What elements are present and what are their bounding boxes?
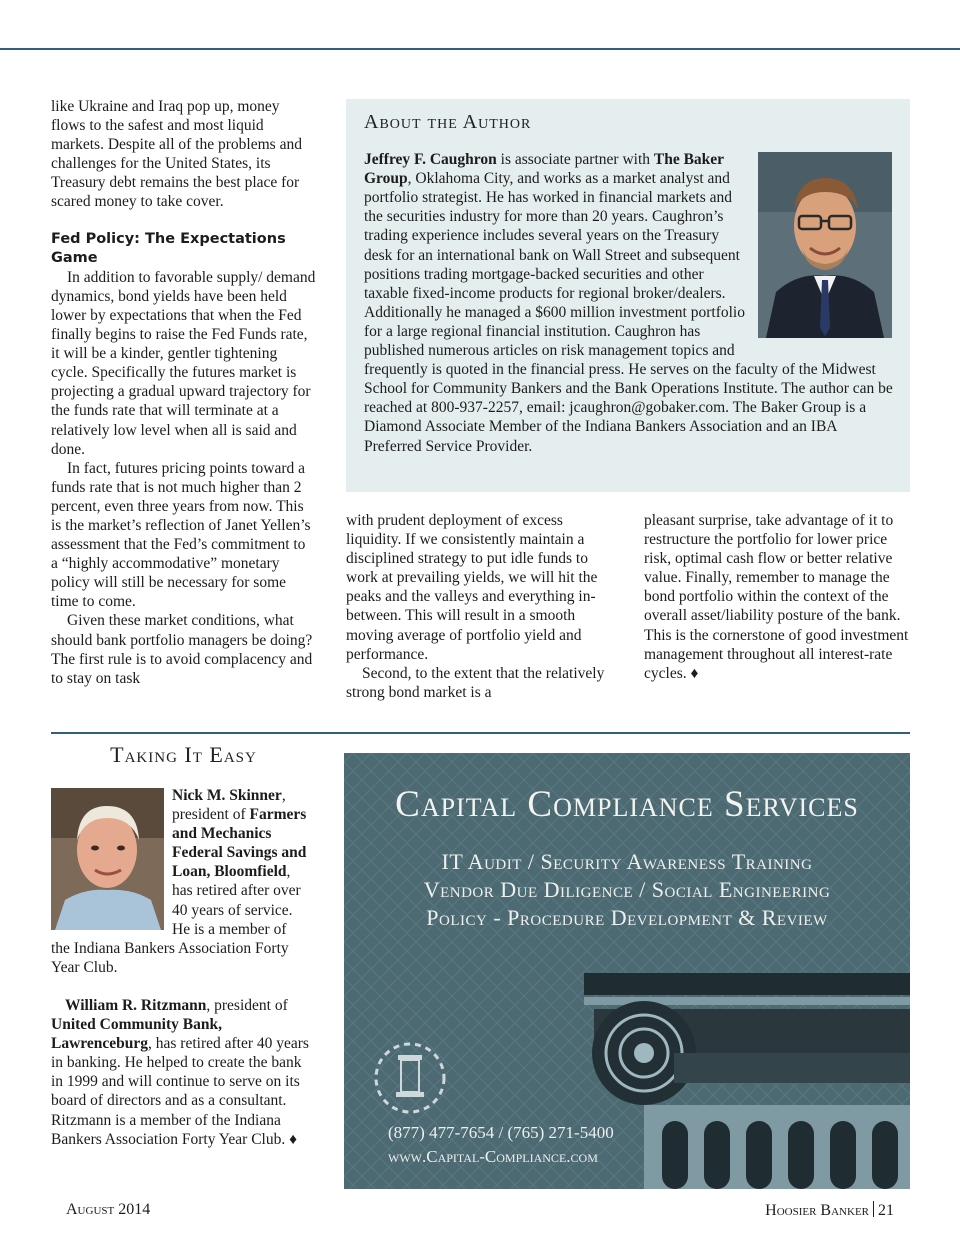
article-paragraph: Given these market conditions, what should bank portfolio managers be doing? The first rule is to avoid complacency and to stay on task — [51, 612, 313, 687]
ritzmann-text: , president of — [206, 996, 288, 1014]
article-paragraph-text: pleasant surprise, take advantage of it to restructure the portfolio for lower price risk, optimal cash flow or better relative value. Finally, remember to manage the bond portfolio within the context of the overall asset/liability posture of the bank. This is the cornerstone of good investment management throughout all interest-rate cycles. — [644, 512, 909, 682]
author-bio-text: is associate partner with — [496, 151, 654, 169]
subheading: Fed Policy: The Expectations Game — [51, 230, 286, 266]
publication-name: Hoosier Banker — [765, 1202, 869, 1219]
article-paragraph: like Ukraine and Iraq pop up, money flows to the safest and most liquid markets. Despite all of the problems and challenges for the United States, its Treasury debt remains the best place for scared money to take cover. — [51, 98, 302, 211]
skinner-text: , has retired after over 40 years of service. He is a member of the Indiana Bankers Association Forty Year Club. — [51, 863, 301, 976]
author-box-title: About the Author — [364, 111, 532, 133]
page-number: 21 — [878, 1202, 894, 1219]
footer-divider — [873, 1201, 874, 1217]
author-name: Jeffrey F. Caughron — [364, 151, 497, 169]
article-column-mid — [346, 511, 614, 702]
author-company: The Baker Group — [364, 151, 724, 188]
article-paragraph: In fact, futures pricing points toward a funds rate that is not much higher than 2 percent, even three years from now. This is the market’s reflection of Janet Yellen’s assessment that the Fed’s commitment to a “highly accommodative” monetary policy will still be necessary for some time to come. — [51, 459, 311, 611]
advertisement — [344, 753, 910, 1189]
author-photo — [758, 152, 892, 338]
author-bio-text: , Oklahoma City, and works as a market analyst and portfolio strategist. He has worked in financial markets and the securities industry for more than 20 years. Caughron’s trading experience includes several years on the Treasury desk for an international bank on Wall Street and subsequent positions trading mortgage-backed securities and other taxable fixed-income products for regional broker/dealers. Additionally he managed a $600 million investment portfolio for a large regional financial institution. Caughron has published numerous articles on risk management topics and frequently is quoted in the financial press. He serves on the faculty of the Midwest School for Community Bankers and the Bank Operations Institute. The author can be reached at 800-937-2257, email: jcaughron@gobaker.com. The Baker Group is a Diamond Associate Member of the Indiana Bankers Association and an IBA Preferred Service Provider. — [364, 170, 893, 455]
article-paragraph: Second, to the extent that the relatively strong bond market is a — [346, 664, 605, 701]
author-portrait-icon — [758, 152, 892, 338]
end-mark-icon: ♦ — [690, 664, 699, 682]
ad-service-line: Policy - Procedure Development & Review — [426, 905, 828, 930]
skinner-bank: Farmers and Mechanics Federal Savings and Loan, Bloomfield — [172, 806, 307, 881]
skinner-portrait-icon — [51, 788, 164, 930]
article-paragraph: In addition to favorable supply/ demand dynamics, bond yields have been held lower by expectations that when the Fed finally begins to raise the Fed Funds rate, it will be a kinder, gentler tightening cycle. Specifically the futures market is projecting a gradual upward trajectory for the funds rate that will terminate at a relatively low level when all is said and done. — [51, 268, 316, 458]
end-mark-icon: ♦ — [289, 1130, 298, 1148]
ritzmann-text: , has retired after 40 years in banking. He helped to create the bank in 1999 and will continue to serve on its board of directors and as a consultant. Ritzmann is a member of the Indiana Bankers Association Forty Year Club. — [51, 1035, 309, 1148]
article-column-right — [644, 511, 910, 683]
ad-service-line: Vendor Due Diligence / Social Engineering — [423, 877, 831, 902]
ad-phone: (877) 477-7654 / (765) 271-5400 — [388, 1123, 614, 1142]
taking-it-easy-section — [51, 786, 309, 1149]
article-paragraph — [644, 511, 910, 683]
footer-date: August 2014 — [66, 1201, 151, 1218]
ad-title: Capital Compliance Services — [395, 784, 859, 825]
ritzmann-item — [51, 996, 309, 1149]
ad-url[interactable]: www.Capital-Compliance.com — [388, 1147, 598, 1166]
ritzmann-bank: United Community Bank, Lawrenceburg — [51, 1016, 222, 1053]
ad-service-line: IT Audit / Security Awareness Training — [441, 849, 813, 874]
about-author-box — [346, 99, 910, 492]
article-paragraph: with prudent deployment of excess liquidity. If we consistently maintain a disciplined strategy to put idle funds to work at prevailing yields, we will hit the peaks and the valleys and everything in-between. This will result in a smooth moving average of portfolio yield and performance. — [346, 512, 598, 663]
top-rule — [0, 48, 960, 50]
article-column-left — [51, 97, 316, 688]
ritzmann-name: William R. Ritzmann — [65, 996, 207, 1014]
footer-publication — [765, 1201, 894, 1220]
section-title: Taking It Easy — [110, 742, 257, 767]
skinner-name: Nick M. Skinner — [172, 787, 282, 804]
section-rule — [51, 732, 910, 734]
skinner-text: , president of — [172, 787, 286, 824]
skinner-photo — [51, 788, 164, 930]
